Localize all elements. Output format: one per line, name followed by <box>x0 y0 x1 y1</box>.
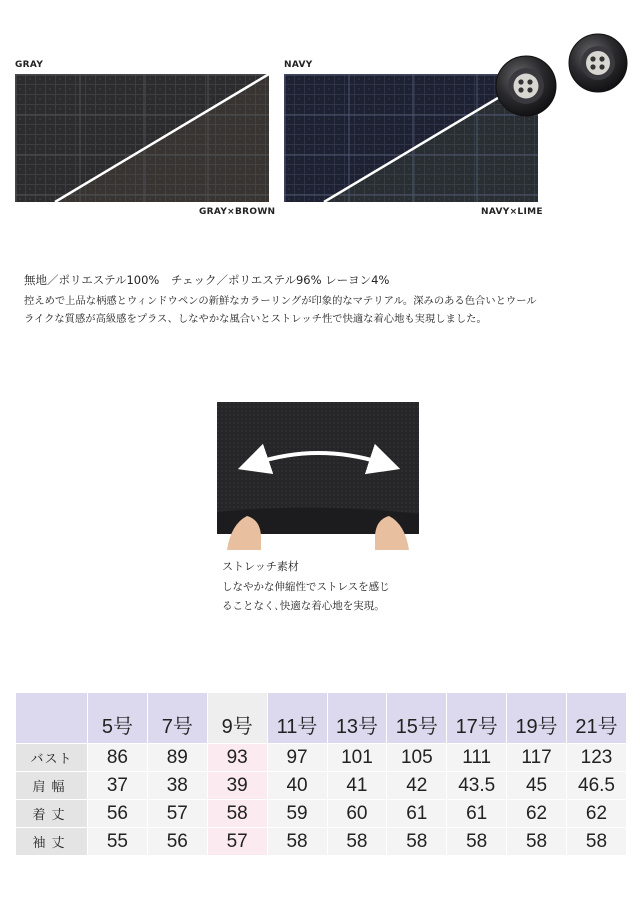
table-cell: 60 <box>327 800 387 828</box>
size-header-cell: 19号 <box>507 693 567 744</box>
table-cell: 57 <box>207 828 267 856</box>
size-header-cell: 21号 <box>567 693 627 744</box>
size-header-cell: 15号 <box>387 693 447 744</box>
table-cell: 40 <box>267 772 327 800</box>
suit-buttons-image <box>494 32 630 122</box>
gray-fabric-swatch <box>15 74 269 202</box>
table-cell: 61 <box>387 800 447 828</box>
table-cell: 86 <box>88 744 148 772</box>
size-header-corner <box>16 693 88 744</box>
size-header-cell: 7号 <box>147 693 207 744</box>
table-cell: 117 <box>507 744 567 772</box>
description-line-1: 控えめで上品な柄感とウィンドウペンの新鮮なカラーリングが印象的なマテリアル。深みのある色合いとウール <box>24 295 537 307</box>
row-label-bust: バスト <box>16 744 88 772</box>
table-cell: 38 <box>147 772 207 800</box>
material-composition: 無地／ポリエステル100% チェック／ポリエステル96% レーヨン4% <box>24 273 390 287</box>
stretch-text-2: ることなく､快適な着心地を実現｡ <box>222 600 380 612</box>
gray-swatch-label: GRAY <box>15 60 44 70</box>
table-cell: 46.5 <box>567 772 627 800</box>
table-cell: 62 <box>567 800 627 828</box>
table-cell: 58 <box>567 828 627 856</box>
description-line-2: ライクな質感が高級感をプラス、しなやかな風合いとストレッチ性で快適な着心地も実現しました。 <box>24 313 487 325</box>
size-header-cell: 17号 <box>447 693 507 744</box>
navy-variant-label: NAVY×LIME <box>481 207 543 217</box>
table-cell: 45 <box>507 772 567 800</box>
table-row <box>16 772 627 800</box>
table-cell: 89 <box>147 744 207 772</box>
table-cell: 41 <box>327 772 387 800</box>
size-header-cell: 5号 <box>88 693 148 744</box>
table-cell: 43.5 <box>447 772 507 800</box>
table-cell: 58 <box>387 828 447 856</box>
table-cell: 58 <box>267 828 327 856</box>
table-cell: 111 <box>447 744 507 772</box>
stretch-text-1: しなやかな伸縮性でストレスを感じ <box>222 581 390 593</box>
table-cell: 61 <box>447 800 507 828</box>
table-cell: 39 <box>207 772 267 800</box>
table-cell: 101 <box>327 744 387 772</box>
row-label-shoulder: 肩幅 <box>16 772 88 800</box>
table-row <box>16 828 627 856</box>
table-cell: 123 <box>567 744 627 772</box>
table-cell: 93 <box>207 744 267 772</box>
size-header-row <box>16 693 627 744</box>
table-row <box>16 744 627 772</box>
table-row <box>16 800 627 828</box>
stretch-title: ストレッチ素材 <box>222 560 299 573</box>
stretch-fabric-photo <box>217 402 419 550</box>
table-cell: 62 <box>507 800 567 828</box>
size-header-cell: 9号 <box>207 693 267 744</box>
navy-swatch-label: NAVY <box>284 60 313 70</box>
row-label-sleeve: 袖丈 <box>16 828 88 856</box>
table-cell: 57 <box>147 800 207 828</box>
table-cell: 97 <box>267 744 327 772</box>
table-cell: 58 <box>507 828 567 856</box>
table-cell: 58 <box>447 828 507 856</box>
table-cell: 56 <box>88 800 148 828</box>
row-label-length: 着丈 <box>16 800 88 828</box>
table-cell: 58 <box>207 800 267 828</box>
table-cell: 59 <box>267 800 327 828</box>
size-header-cell: 11号 <box>267 693 327 744</box>
table-cell: 42 <box>387 772 447 800</box>
table-cell: 56 <box>147 828 207 856</box>
size-header-cell: 13号 <box>327 693 387 744</box>
table-cell: 58 <box>327 828 387 856</box>
gray-variant-label: GRAY×BROWN <box>199 207 276 217</box>
table-cell: 37 <box>88 772 148 800</box>
size-table <box>15 692 627 856</box>
table-cell: 55 <box>88 828 148 856</box>
table-cell: 105 <box>387 744 447 772</box>
